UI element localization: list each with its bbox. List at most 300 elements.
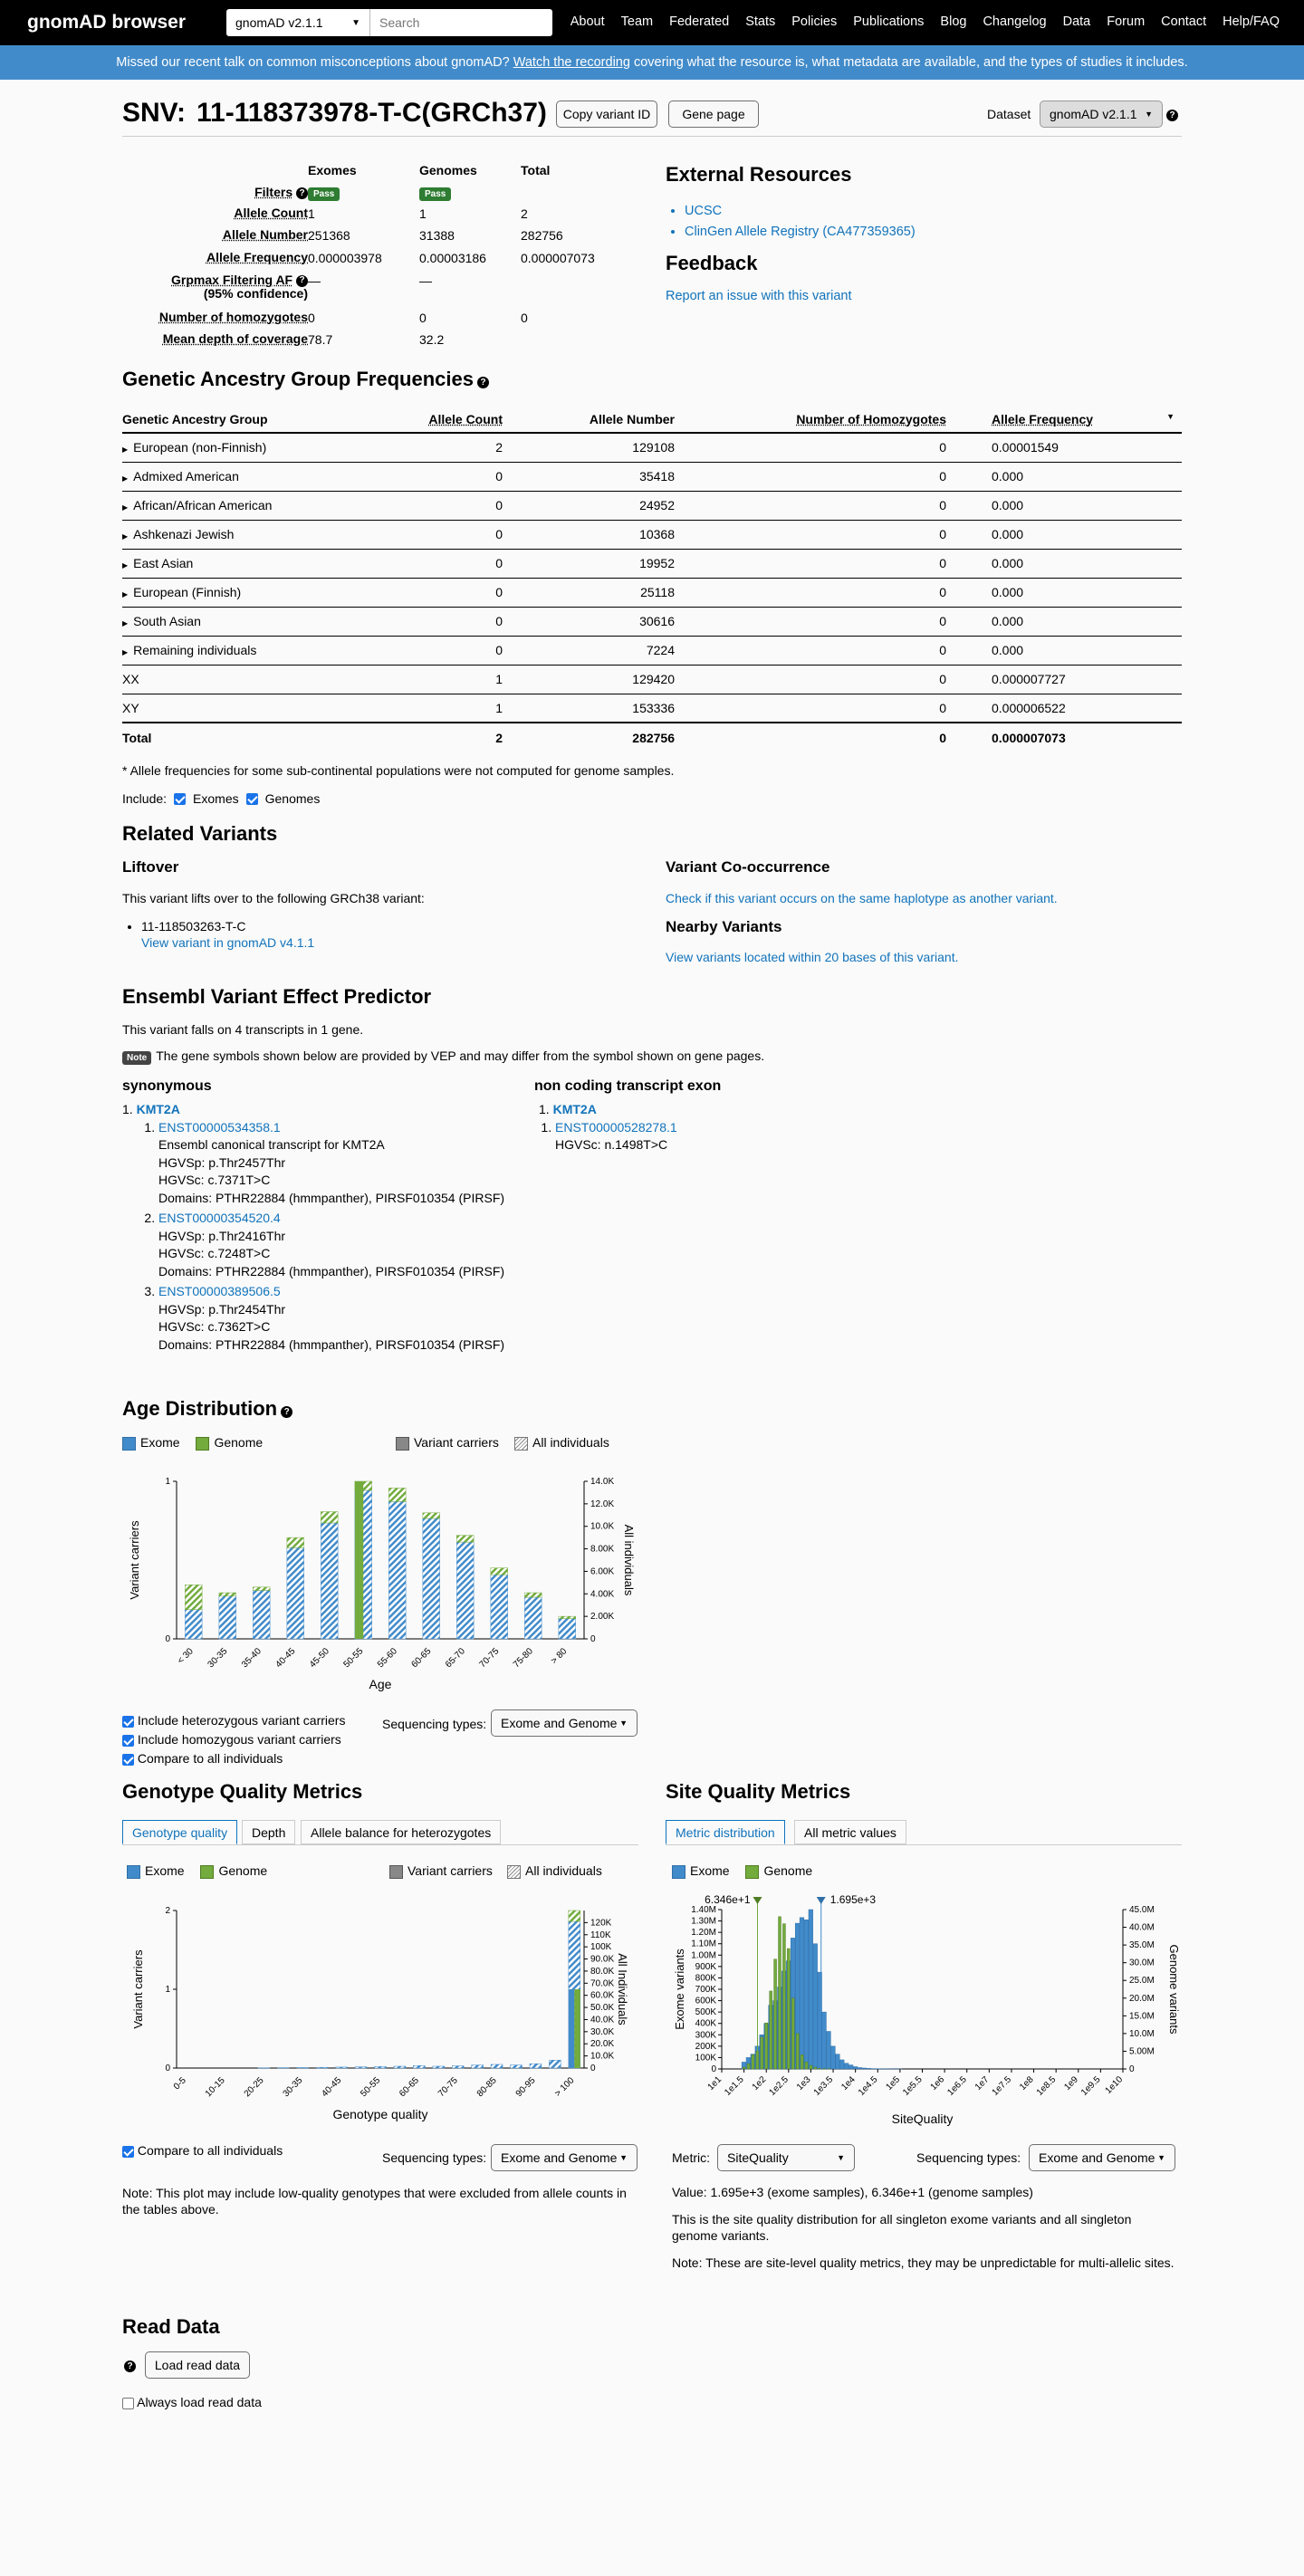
table-row: [122, 665, 1182, 694]
genome-marker-arrow-icon: [753, 1897, 762, 1904]
table-row[interactable]: [122, 607, 1182, 636]
y2-tick-label: 110K: [590, 1930, 611, 1940]
legend-genome: Genome: [196, 1435, 263, 1450]
legend-carriers: Variant carriers: [396, 1435, 499, 1451]
x-tick-label: 50-55: [341, 1646, 366, 1671]
summary-cell-ge: 1: [419, 206, 427, 221]
vep-intro: This variant falls on 4 transcripts in 1 gene.: [122, 1022, 364, 1037]
bar-all-exome: [456, 1542, 474, 1639]
x-tick-label: 30-35: [281, 2075, 305, 2100]
legend-all: All individuals: [514, 1435, 609, 1451]
cell-af: 0.000: [946, 578, 1182, 607]
help-icon[interactable]: ?: [1166, 108, 1178, 122]
group-name: East Asian: [133, 556, 194, 570]
x-tick-label: 1e7: [973, 2074, 992, 2092]
nav-changelog[interactable]: Changelog: [983, 14, 1047, 29]
group-name: European (non-Finnish): [133, 440, 267, 455]
x-tick-label: 1e1.5: [723, 2074, 746, 2098]
cell-hom: 0: [675, 665, 946, 694]
logo[interactable]: gnomAD browser: [27, 12, 187, 33]
table-row[interactable]: [122, 491, 1182, 520]
y2-tick-label: 2.00K: [590, 1612, 615, 1623]
expand-caret-icon[interactable]: ▶: [122, 474, 129, 483]
compare-checkbox[interactable]: [122, 1754, 134, 1766]
load-read-data-button[interactable]: Load read data: [145, 2351, 250, 2379]
cooccurrence-title: Variant Co-occurrence: [666, 858, 830, 876]
bar-genome: [774, 1959, 777, 2069]
related-variants-title: Related Variants: [122, 822, 278, 845]
transcript-detail: HGVSc: n.1498T>C: [555, 1137, 668, 1152]
summary-cell-ex: 251368: [308, 228, 350, 243]
y2-tick-label: 15.0M: [1129, 2011, 1155, 2022]
caret-down-icon: ▼: [619, 2153, 628, 2162]
summary-cell-ge: —: [419, 273, 432, 288]
cell-hom: 0: [675, 520, 946, 549]
y2-tick-label: 14.0K: [590, 1477, 615, 1487]
transcript-link[interactable]: ENST00000389506.5: [158, 1284, 281, 1298]
metric-label: Metric:: [672, 2150, 710, 2165]
bar-all-exome: [219, 1596, 236, 1639]
summary-cell-ex: 0: [308, 311, 315, 325]
y2-tick-label: 10.0K: [590, 1521, 615, 1532]
age-title: Age Distribution ?: [122, 1397, 292, 1421]
cell-hom: 0: [675, 607, 946, 636]
sq-seq-label: Sequencing types:: [916, 2150, 1021, 2165]
banner-text-end: covering what the resource is, what metadata are available, and the types of studies it includes.: [633, 55, 1188, 70]
transcript-link[interactable]: ENST00000528278.1: [555, 1119, 677, 1135]
group-name: African/African American: [133, 498, 273, 512]
bar-all-exome: [452, 2066, 464, 2068]
table-total-row: [122, 723, 1182, 752]
synonymous-title: synonymous: [122, 1078, 212, 1094]
cell-ac: 0: [394, 520, 503, 549]
transcript-detail: HGVSc: c.7371T>C: [158, 1173, 271, 1187]
hom-checkbox[interactable]: [122, 1735, 134, 1747]
age-seq-label: Sequencing types:: [382, 1717, 487, 1731]
x-tick-label: 1e9.5: [1079, 2074, 1103, 2098]
cell-hom: 0: [675, 694, 946, 723]
x-tick-label: 75-80: [512, 1646, 535, 1671]
page-title: [122, 98, 547, 129]
bar-all-exome: [287, 1547, 304, 1639]
bar-genome: [752, 2054, 754, 2069]
liftover-view-link[interactable]: View variant in gnomAD v4.1.1: [141, 935, 315, 950]
nav-policies[interactable]: Policies: [791, 14, 838, 29]
y2-tick-label: 30.0K: [590, 2026, 615, 2037]
tab-genotype-quality[interactable]: Genotype quality: [122, 1820, 237, 1844]
x-tick-label: 80-85: [475, 2075, 499, 2100]
cell-an: 153336: [503, 694, 675, 723]
y-tick-label: 1.40M: [691, 1905, 716, 1915]
cell-af: 0.000: [946, 462, 1182, 491]
table-row[interactable]: [122, 462, 1182, 491]
always-load-checkbox[interactable]: [122, 2398, 134, 2409]
nav-forum[interactable]: Forum: [1107, 14, 1146, 29]
table-row[interactable]: [122, 433, 1182, 462]
tab-depth[interactable]: Depth: [242, 1820, 295, 1844]
sq-title: Site Quality Metrics: [666, 1780, 851, 1803]
bar-exome: [804, 1920, 809, 2069]
bar-genome: [779, 1917, 781, 2069]
search-box: [226, 9, 552, 36]
th-allele-number[interactable]: Allele Number: [503, 406, 675, 433]
age-seq-select[interactable]: Exome and Genome ▼: [491, 1709, 638, 1737]
col-exomes: Exomes: [308, 163, 357, 177]
clingen-link[interactable]: • ClinGen Allele Registry (CA477359365): [685, 222, 916, 243]
x-tick-label: 1e10: [1103, 2074, 1126, 2096]
nav-about[interactable]: About: [570, 14, 605, 29]
expand-caret-icon[interactable]: ▶: [122, 445, 129, 455]
x-tick-label: 1e4: [839, 2074, 858, 2092]
nav-stats[interactable]: Stats: [745, 14, 776, 29]
transcript-item: [158, 1283, 504, 1354]
x-tick-label: 1e3: [794, 2074, 813, 2092]
vep-title: Ensembl Variant Effect Predictor: [122, 985, 432, 1008]
dataset-label: Dataset: [987, 107, 1031, 121]
bar-all-genome: [185, 1585, 202, 1609]
table-row[interactable]: [122, 549, 1182, 578]
bar-all-exome: [524, 1597, 542, 1639]
bar-genome: [782, 1924, 785, 2069]
y2-tick-label: 120K: [590, 1918, 612, 1929]
sq-legend: [672, 1863, 812, 1879]
cell-ac: 0: [394, 578, 503, 607]
bar-carrier-exome: [569, 1989, 574, 2068]
y-tick-label: 100K: [695, 2053, 716, 2064]
bar-exome: [844, 2064, 849, 2069]
expand-caret-icon[interactable]: ▶: [122, 590, 129, 599]
expand-caret-icon[interactable]: ▶: [122, 532, 129, 541]
y2-tick-label: 0: [590, 1634, 596, 1644]
sq-value: Value: 1.695e+3 (exome samples), 6.346e+1 (genome samples): [672, 2185, 1033, 2199]
y2-tick-label: 20.0K: [590, 2039, 615, 2050]
always-load: Always load read data: [122, 2395, 262, 2409]
cell-an: 30616: [503, 607, 675, 636]
genomes-checkbox-label: Genomes: [264, 791, 321, 806]
y2-axis-label: All individuals: [622, 1524, 636, 1596]
expand-caret-icon[interactable]: ▶: [122, 503, 129, 512]
dataset-select-value: gnomAD v2.1.1: [235, 15, 323, 30]
cell-hom: 0: [675, 433, 946, 462]
y2-tick-label: 0: [1129, 2064, 1135, 2074]
y-tick-label: 600K: [695, 1996, 716, 2006]
expand-caret-icon[interactable]: ▶: [122, 619, 129, 627]
bar-all-genome: [524, 1593, 542, 1597]
cell-af: 0.000007073: [946, 723, 1182, 752]
caret-down-icon: ▼: [619, 1719, 628, 1728]
group-name: XX: [122, 672, 139, 686]
y-tick-label: 1: [165, 1985, 170, 1995]
transcript-detail: HGVSc: c.7248T>C: [158, 1246, 271, 1260]
nav-blog[interactable]: Blog: [940, 14, 967, 29]
bar-exome: [831, 2046, 836, 2069]
dataset-selector[interactable]: [1040, 101, 1163, 128]
cell-af: 0.000: [946, 636, 1182, 665]
caret-down-icon: ▼: [1145, 110, 1153, 119]
gene-link[interactable]: KMT2A: [552, 1102, 597, 1116]
y2-tick-label: 100K: [590, 1942, 612, 1953]
search-input[interactable]: [370, 9, 552, 36]
group-name: South Asian: [133, 614, 201, 628]
legend-exome: Exome: [122, 1435, 180, 1450]
bar-all-genome: [559, 1616, 576, 1618]
y2-tick-label: 40.0K: [590, 2015, 615, 2025]
exome-marker-arrow-icon: [817, 1897, 826, 1904]
gq-seq-label: Sequencing types:: [382, 2150, 487, 2165]
age-legend: [122, 1435, 611, 1451]
nc-exon-title: non coding transcript exon: [534, 1078, 722, 1094]
transcript-detail: Domains: PTHR22884 (hmmpanther), PIRSF010354 (PIRSF): [158, 1336, 505, 1352]
y-axis-label: Variant carriers: [131, 1949, 145, 2029]
x-tick-label: 1e2: [750, 2074, 769, 2092]
genomes-filter-badge: Pass: [419, 185, 451, 201]
bar-all-genome: [287, 1537, 304, 1547]
sort-icon[interactable]: ▼: [1166, 411, 1175, 421]
transcript-detail: Ensembl canonical transcript for KMT2A: [158, 1137, 385, 1152]
main-nav: [570, 14, 1280, 29]
transcript-item: [158, 1210, 504, 1280]
group-name: European (Finnish): [133, 585, 242, 599]
cell-hom: 0: [675, 462, 946, 491]
bar-genome: [743, 2067, 745, 2069]
read-data-title: Read Data: [122, 2315, 220, 2338]
caret-down-icon: ▼: [351, 17, 360, 28]
y-tick-label: 2: [165, 1906, 170, 1916]
compare-checkbox[interactable]: [122, 2146, 134, 2158]
x-tick-label: 20-25: [242, 2075, 266, 2100]
nav-data[interactable]: Data: [1062, 14, 1091, 29]
bar-exome: [849, 2065, 853, 2069]
exomes-checkbox[interactable]: [174, 793, 186, 805]
y2-tick-label: 6.00K: [590, 1566, 615, 1577]
exome-marker-label: 1.695e+3: [829, 1893, 877, 1906]
x-tick-label: 35-40: [240, 1646, 264, 1671]
bar-all-exome: [297, 2067, 309, 2068]
bar-exome: [867, 2068, 871, 2069]
bar-all-genome: [321, 1512, 338, 1523]
cell-ac: 1: [394, 665, 503, 694]
x-tick-label: 65-70: [444, 1646, 467, 1671]
transcript-link[interactable]: ENST00000534358.1: [158, 1119, 281, 1135]
summary-cell-ge: 0: [419, 311, 427, 325]
cell-an: 35418: [503, 462, 675, 491]
sq-note: Note: These are site-level quality metrics, they may be unpredictable for multi-allelic sites.: [672, 2255, 1175, 2270]
x-tick-label: 60-65: [409, 1646, 434, 1671]
bar-all-exome: [185, 1610, 202, 1639]
nav-publications[interactable]: Publications: [853, 14, 925, 29]
transcript-item: [555, 1119, 677, 1154]
bar-genome: [810, 2065, 812, 2069]
x-tick-label: 40-45: [320, 2075, 344, 2100]
x-tick-label: 55-60: [376, 1646, 399, 1671]
y2-tick-label: 12.0K: [590, 1499, 615, 1509]
copy-variant-id-button[interactable]: Copy variant ID: [556, 101, 657, 128]
y2-tick-label: 80.0K: [590, 1966, 615, 1977]
y-tick-label: 300K: [695, 2030, 716, 2041]
nav-contact[interactable]: Contact: [1161, 14, 1207, 29]
transcript-detail: Domains: PTHR22884 (hmmpanther), PIRSF010354 (PIRSF): [158, 1263, 505, 1278]
expand-caret-icon[interactable]: ▶: [122, 648, 129, 656]
summary-cell-ex: 78.7: [308, 332, 333, 347]
age-options: Include heterozygous variant carriers Include homozygous variant carriers Compare to all individuals: [122, 1711, 345, 1768]
bar-all-exome: [530, 2064, 542, 2068]
y2-tick-label: 70.0K: [590, 1978, 615, 1989]
bar-all-exome: [253, 1591, 270, 1639]
cooccurrence-link[interactable]: Check if this variant occurs on the same haplotype as another variant.: [666, 891, 1058, 905]
metric-select[interactable]: SiteQuality ▼: [717, 2144, 855, 2171]
table-row[interactable]: [122, 520, 1182, 549]
exomes-filter-badge: Pass: [308, 185, 340, 201]
summary-row-label: Grpmax Filtering AF ? (95% confidence): [171, 273, 308, 301]
summary-row-label: Allele Frequency: [206, 250, 308, 264]
ancestry-table: [122, 406, 1182, 752]
y-tick-label: 500K: [695, 2007, 716, 2018]
cell-af: 0.000: [946, 520, 1182, 549]
y-tick-label: 0: [711, 2064, 716, 2074]
bar-genome: [761, 2037, 763, 2069]
gene-link[interactable]: KMT2A: [136, 1102, 180, 1116]
transcript-detail: HGVSp: p.Thr2454Thr: [158, 1301, 286, 1317]
x-tick-label: 1e7.5: [990, 2074, 1014, 2098]
cell-af: 0.000: [946, 549, 1182, 578]
cell-an: 24952: [503, 491, 675, 520]
y2-tick-label: 8.00K: [590, 1544, 615, 1555]
cell-an: 7224: [503, 636, 675, 665]
banner-link[interactable]: Watch the recording: [513, 55, 630, 70]
cell-ac: 0: [394, 491, 503, 520]
nearby-link[interactable]: View variants located within 20 bases of this variant.: [666, 950, 959, 964]
y-tick-label: 1.20M: [691, 1928, 716, 1939]
summary-cell-tot: 0: [521, 311, 528, 325]
page-title-prefix: SNV:: [122, 98, 187, 128]
th-homozygotes[interactable]: Number of Homozygotes: [796, 411, 946, 426]
top-navigation-bar: [0, 0, 1304, 45]
x-tick-label: 0-5: [171, 2075, 188, 2092]
x-tick-label: 1e1: [705, 2074, 724, 2092]
help-icon: ?: [296, 275, 308, 287]
vep-note: Note The gene symbols shown below are provided by VEP and may differ from the symbol shown on gene pages.: [122, 1049, 764, 1063]
cell-hom: 0: [675, 636, 946, 665]
het-checkbox[interactable]: [122, 1716, 134, 1728]
y-tick-label: 0: [165, 2064, 170, 2073]
bar-all-exome: [394, 2066, 406, 2068]
banner-text: Missed our recent talk on common misconceptions about gnomAD?: [116, 55, 510, 70]
legend-exome: Exome: [672, 1863, 730, 1878]
bar-exome: [822, 2012, 827, 2069]
table-row[interactable]: [122, 578, 1182, 607]
x-tick-label: 1e6.5: [945, 2074, 969, 2098]
bar-all-exome: [375, 2066, 387, 2068]
summary-cell-ex: —: [308, 273, 321, 288]
nav-federated[interactable]: Federated: [669, 14, 730, 29]
bar-genome: [796, 2034, 799, 2069]
expand-caret-icon[interactable]: ▶: [122, 561, 129, 570]
help-icon: ?: [296, 187, 308, 199]
x-axis-label: SiteQuality: [891, 2112, 954, 2126]
bar-exome: [813, 1944, 818, 2069]
y2-axis-label: Genome variants: [1167, 1944, 1181, 2035]
legend-exome: Exome: [127, 1863, 185, 1878]
bar-all-genome: [253, 1587, 270, 1591]
tab-allele-balance[interactable]: Allele balance for heterozygotes: [301, 1820, 501, 1844]
gq-seq-select[interactable]: Exome and Genome ▼: [491, 2144, 638, 2171]
legend-carriers: Variant carriers: [389, 1863, 493, 1879]
gene-page-button[interactable]: Gene page: [668, 101, 759, 128]
tab-metric-distribution[interactable]: Metric distribution: [666, 1820, 785, 1844]
bar-all-exome: [388, 1501, 406, 1639]
age-chart: [122, 1467, 636, 1695]
cell-an: 25118: [503, 578, 675, 607]
dataset-select[interactable]: [226, 9, 370, 36]
x-tick-label: 10-15: [203, 2075, 227, 2100]
x-tick-label: 1e4.5: [856, 2074, 880, 2098]
cell-an: 10368: [503, 520, 675, 549]
cell-hom: 0: [675, 723, 946, 752]
cell-ac: 0: [394, 607, 503, 636]
help-icon[interactable]: ?: [281, 1406, 292, 1418]
bar-exome: [836, 2054, 840, 2069]
cell-af: 0.000: [946, 607, 1182, 636]
ucsc-link[interactable]: • UCSC: [685, 201, 916, 222]
th-allele-frequency[interactable]: Allele Frequency: [992, 411, 1094, 426]
bar-genome: [770, 1991, 772, 2069]
bar-all-genome: [388, 1488, 406, 1501]
group-name: Ashkenazi Jewish: [133, 527, 235, 541]
table-row: [122, 694, 1182, 723]
th-group[interactable]: Genetic Ancestry Group: [122, 406, 394, 433]
bar-genome: [765, 2023, 768, 2069]
synonymous-list: 1. KMT2A 1. ENST00000534358.1 Ensembl canonical transcript for KMT2A HGVSp: p.Thr2457Thr HGVSc: c.7371T>C Domains: PTHR22884 (hmmpanther), PIRSF010354 (PIRSF) 2. ENST00000354520.4 HGVSp: p.Thr2416Thr HGVSc: c.7248T>C Domains: PTHR22884 (hmmpanther), PIRSF010354 (PIRSF) 3. ENST00000389506.5 HGVSp: p.Thr2454Thr HGVSc: c.7362T>C Domains: PTHR22884 (hmmpanther), PIRSF010354 (PIRSF): [122, 1101, 504, 1356]
genomes-checkbox[interactable]: [246, 793, 258, 805]
y2-tick-label: 0: [590, 2064, 596, 2073]
cell-ac: 0: [394, 549, 503, 578]
y2-tick-label: 4.00K: [590, 1589, 615, 1600]
x-tick-label: 40-45: [273, 1646, 298, 1671]
cell-an: 129420: [503, 665, 675, 694]
transcript-link[interactable]: ENST00000354520.4: [158, 1211, 281, 1225]
sq-chart: [666, 1888, 1182, 2132]
cell-hom: 0: [675, 549, 946, 578]
y-axis-label: Variant carriers: [128, 1520, 141, 1600]
include-controls: [122, 791, 320, 806]
tab-all-metric-values[interactable]: All metric values: [794, 1820, 906, 1844]
external-resources-title: External Resources: [666, 163, 852, 186]
y2-tick-label: 50.0K: [590, 2003, 615, 2014]
nav-help-faq[interactable]: Help/FAQ: [1222, 14, 1280, 29]
table-row[interactable]: [122, 636, 1182, 665]
feedback-title: Feedback: [666, 252, 758, 274]
x-tick-label: 1e6: [928, 2074, 947, 2092]
cell-af: 0.000007727: [946, 665, 1182, 694]
cell-ac: 0: [394, 636, 503, 665]
nav-team[interactable]: Team: [620, 14, 654, 29]
help-icon[interactable]: ?: [124, 2359, 136, 2373]
bar-all-exome: [491, 2064, 503, 2068]
help-icon[interactable]: ?: [477, 377, 489, 388]
x-tick-label: 1e2.5: [767, 2074, 791, 2098]
liftover-variant: 11-118503263-T-C: [141, 919, 246, 934]
th-allele-count[interactable]: Allele Count: [428, 411, 503, 426]
include-label: Include:: [122, 791, 168, 806]
gq-compare: Compare to all individuals: [122, 2143, 283, 2158]
liftover-title: Liftover: [122, 858, 179, 876]
bar-all-genome: [456, 1536, 474, 1542]
ancestry-title: Genetic Ancestry Group Frequencies ?: [122, 368, 489, 391]
nearby-title: Nearby Variants: [666, 918, 782, 935]
report-issue-link[interactable]: Report an issue with this variant: [666, 289, 852, 303]
sq-seq-select[interactable]: Exome and Genome ▼: [1029, 2144, 1175, 2171]
dataset-selector-value: gnomAD v2.1.1: [1050, 107, 1137, 121]
